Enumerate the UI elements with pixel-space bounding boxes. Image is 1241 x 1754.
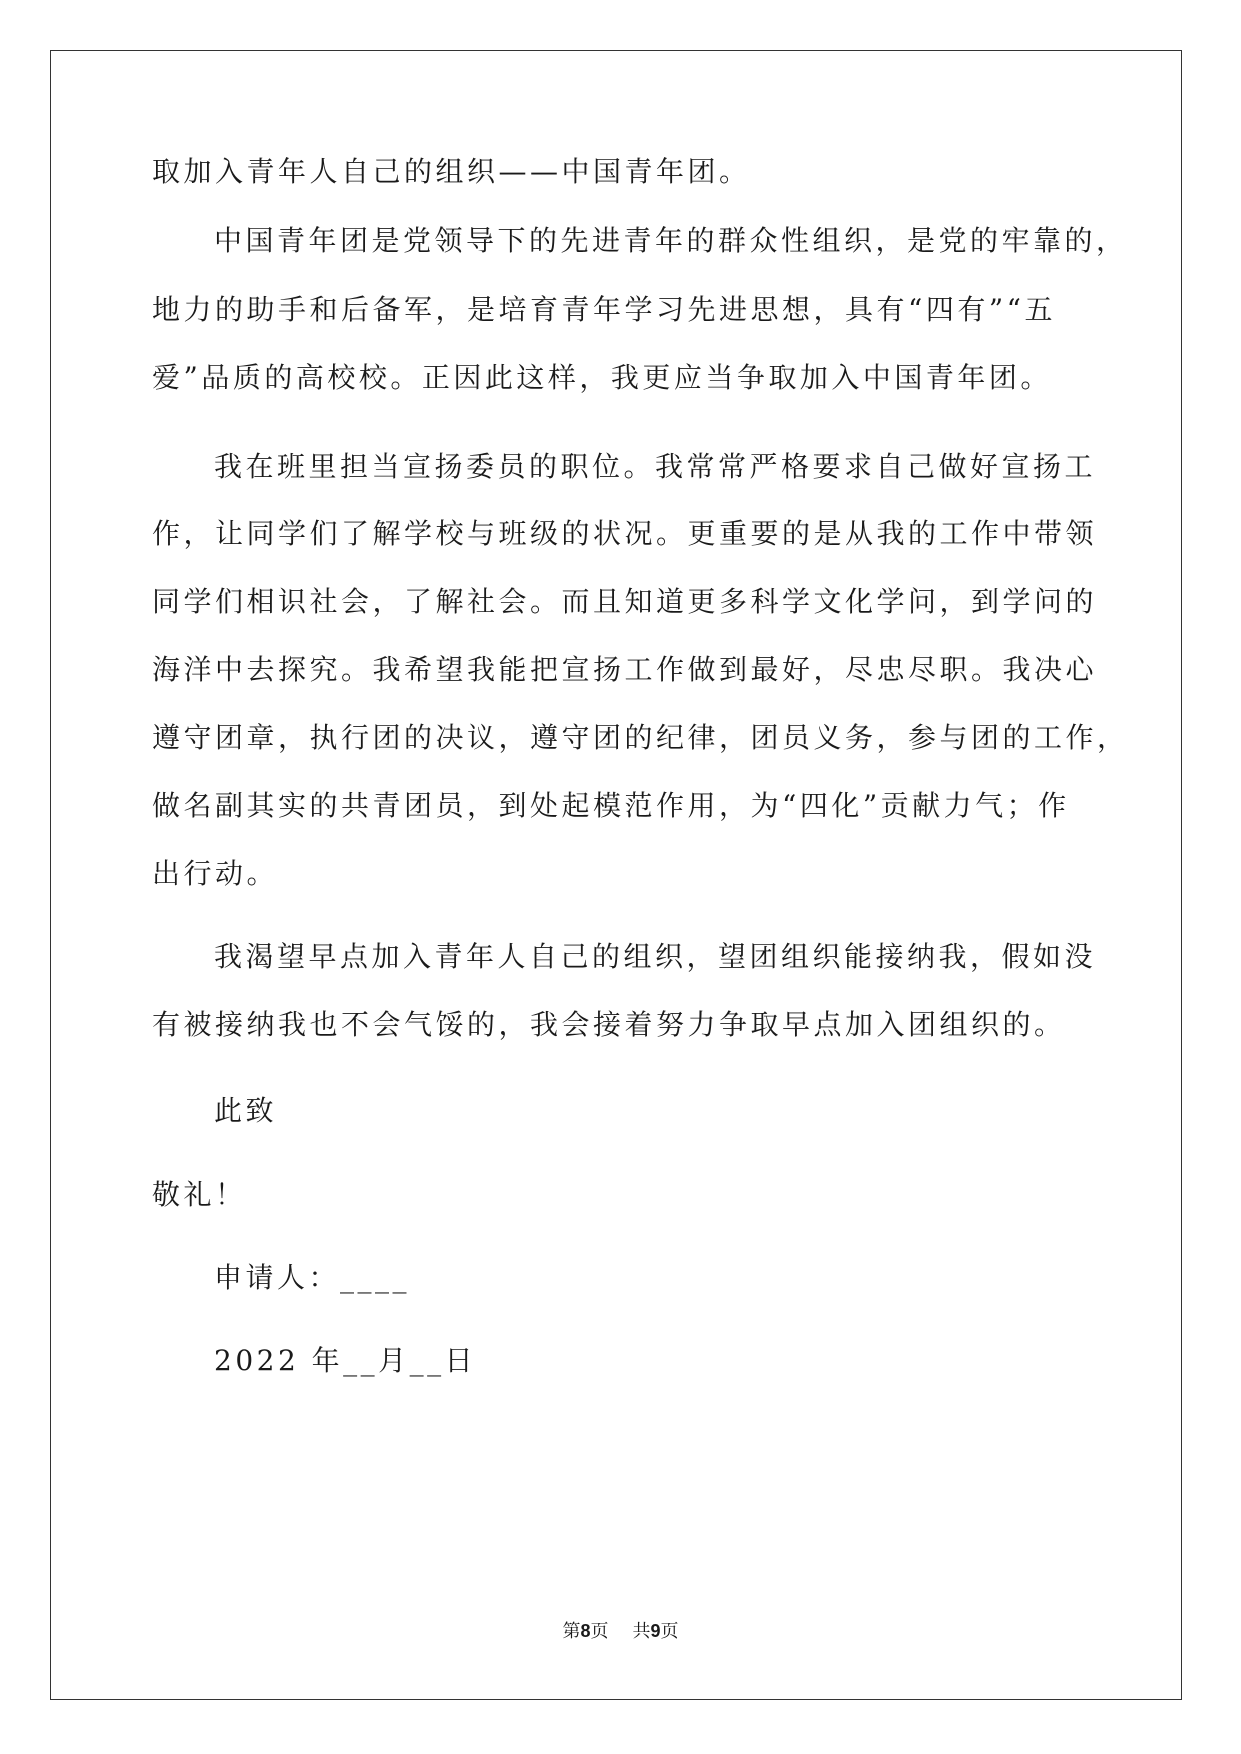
body-line: 做名副其实的共青团员，到处起模范作用，为“四化”贡献力气；作 <box>152 789 1070 822</box>
body-line: 遵守团章，执行团的决议，遵守团的纪律，团员义务，参与团的工作， <box>152 721 1129 754</box>
closing-regards: 敬礼！ <box>152 1178 247 1211</box>
total-suffix: 页 <box>660 1621 679 1642</box>
page-prefix: 第 <box>562 1621 581 1642</box>
body-line: 同学们相识社会，了解社会。而且知道更多科学文化学问，到学问的 <box>152 585 1098 618</box>
body-line: 作，让同学们了解学校与班级的状况。更重要的是从我的工作中带领 <box>152 517 1098 550</box>
closing-salutation: 此致 <box>214 1094 278 1127</box>
body-line: 地力的助手和后备军，是培育青年学习先进思想，具有“四有”“五 <box>152 293 1056 326</box>
total-page-number: 9 <box>650 1621 661 1641</box>
body-line: 我渴望早点加入青年人自己的组织，望团组织能接纳我，假如没 <box>214 940 1097 973</box>
body-line: 取加入青年人自己的组织——中国青年团。 <box>152 155 751 188</box>
current-page-number: 8 <box>580 1621 591 1641</box>
body-line: 有被接纳我也不会气馁的，我会接着努力争取早点加入团组织的。 <box>152 1008 1066 1041</box>
body-line: 中国青年团是党领导下的先进青年的群众性组织，是党的牢靠的， <box>214 224 1128 257</box>
body-line: 爱”品质的高校校。正因此这样，我更应当争取加入中国青年团。 <box>152 361 1052 394</box>
page-footer <box>0 1619 1241 1644</box>
body-line: 我在班里担当宣扬委员的职位。我常常严格要求自己做好宣扬工 <box>214 450 1097 483</box>
date-line: 2022 年__月__日 <box>214 1344 477 1377</box>
body-line: 出行动。 <box>152 857 279 890</box>
total-prefix: 共 <box>632 1621 651 1642</box>
body-line: 海洋中去探究。我希望我能把宣扬工作做到最好，尽忠尽职。我决心 <box>152 653 1098 686</box>
applicant-signature-line: 申请人：____ <box>214 1261 411 1294</box>
page-suffix: 页 <box>590 1621 609 1642</box>
